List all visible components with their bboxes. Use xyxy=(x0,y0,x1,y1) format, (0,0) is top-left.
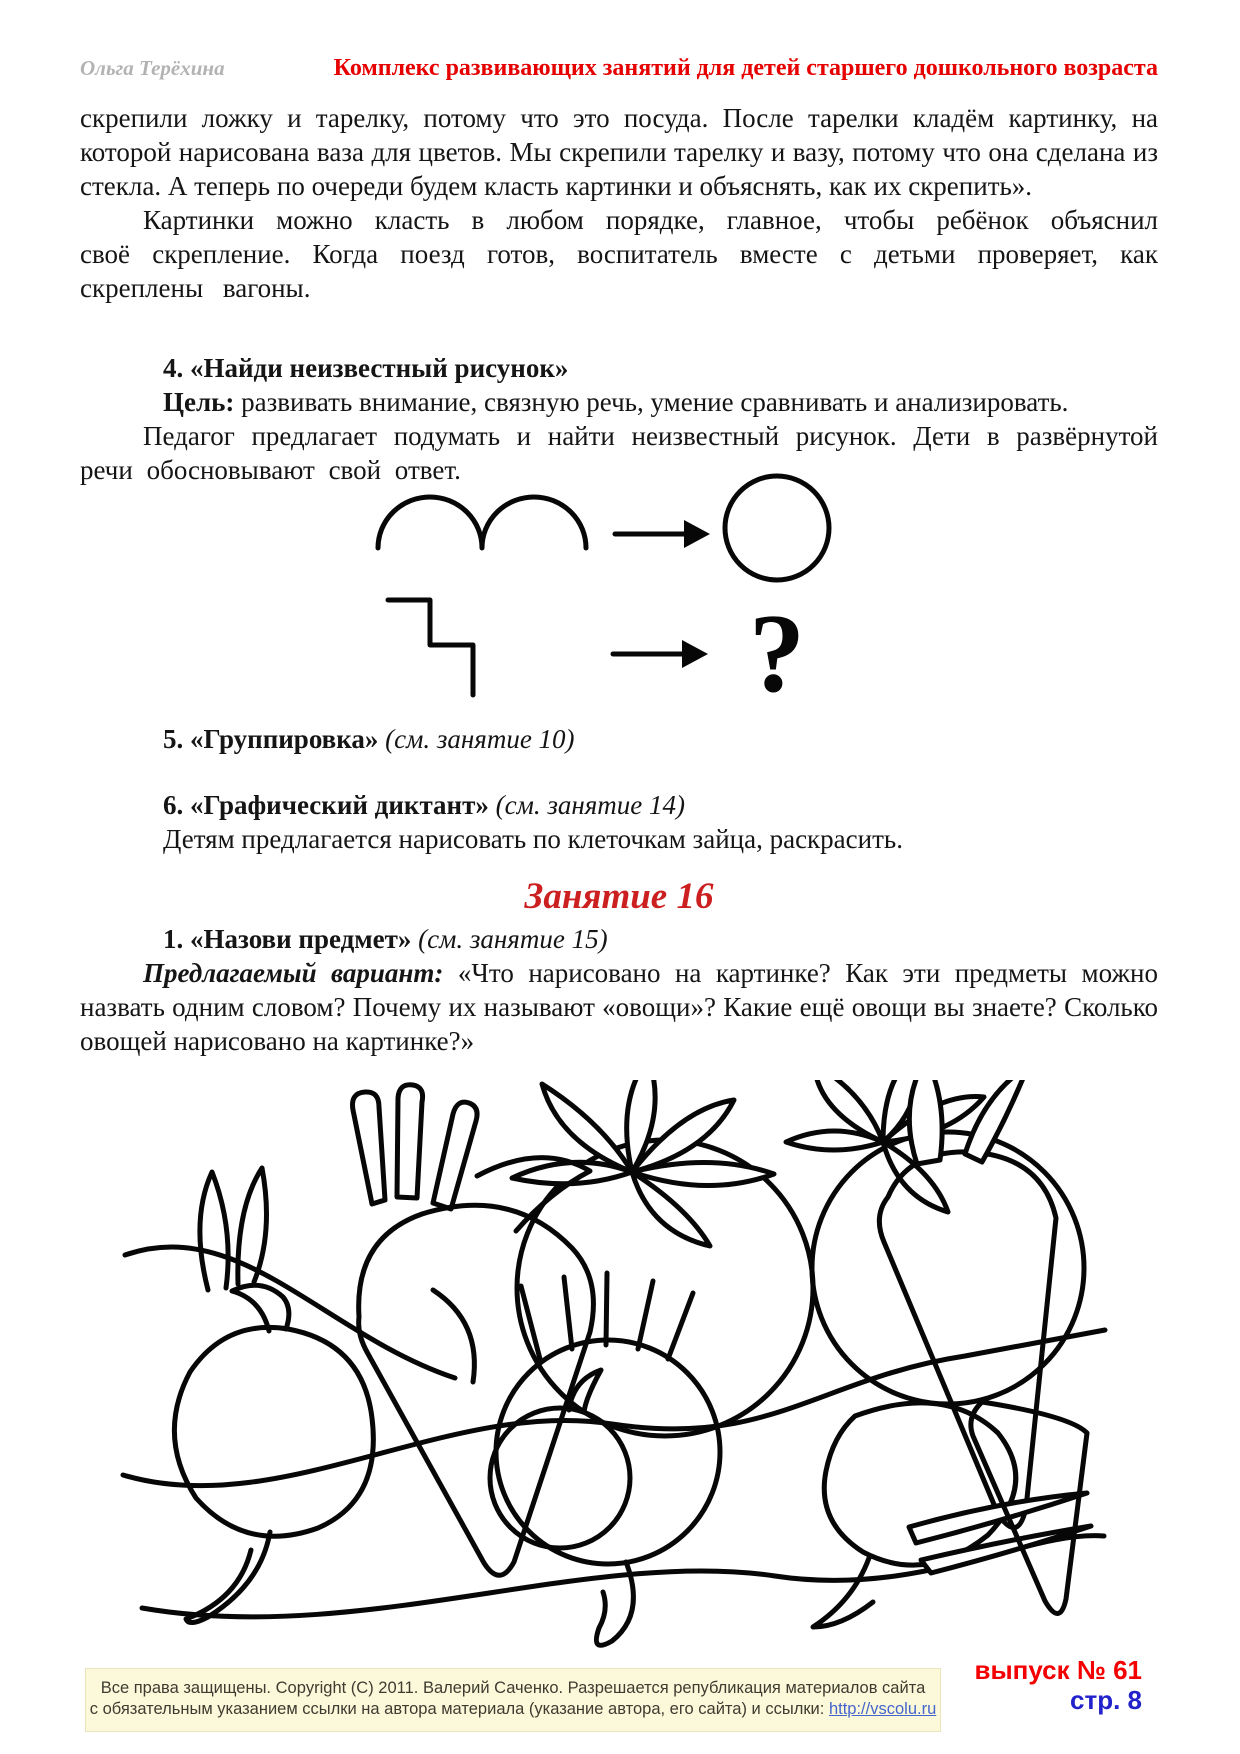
copyright-footer xyxy=(85,1668,941,1732)
circle-shape xyxy=(725,476,829,580)
document-title: Комплекс развивающих занятий для детей старшего дошкольного возраста xyxy=(333,55,1158,81)
author-name: Ольга Терёхина xyxy=(80,56,225,80)
section6-body: Детям предлагается нарисовать по клеточкам зайца, раскрасить. xyxy=(163,824,903,854)
radish-tail-outline xyxy=(813,1558,873,1627)
variant-label: Предлагаемый вариант: xyxy=(143,958,444,988)
tangle-curve xyxy=(433,1290,474,1382)
section5-ref: (см. занятие 10) xyxy=(385,724,575,754)
shapes-puzzle-figure xyxy=(340,467,810,716)
lesson16-item1-text: 1. «Назови предмет» xyxy=(163,924,412,954)
paragraph-train-game: скрепили ложку и тарелку, потому что это посуда. После тарелки кладём картинку, на которой нарисована ваза для цветов. Мы скрепили тарелку и вазу, потому что она сделана из стекла. А теперь по очереди будем класть картинки и объяснять, как их скрепить». xyxy=(80,103,1158,201)
section4-body: Педагог предлагает подумать и найти неизвестный рисунок. Дети в развёрнутой речи обосновывают свой ответ. xyxy=(80,421,1158,485)
issue-number: выпуск № 61 xyxy=(974,1655,1142,1685)
lesson16-item1-heading xyxy=(163,922,1158,956)
onion-sprout-outline xyxy=(232,1285,289,1331)
page-header xyxy=(80,55,1158,82)
tomato-calyx-outline xyxy=(512,1080,774,1246)
unknown-picture-figure xyxy=(340,467,810,716)
section4-heading xyxy=(163,351,1158,385)
tangle-curve xyxy=(142,1536,1104,1617)
arrow-icon xyxy=(615,520,710,548)
section6-heading-text: 6. «Графический диктант» xyxy=(163,790,489,820)
lesson16-item1-ref: (см. занятие 15) xyxy=(418,924,608,954)
staircase-shape xyxy=(388,600,473,695)
vegetables-lineart xyxy=(120,1080,1110,1650)
copyright-line2: с обязательным указанием ссылки на автора материала (указание автора, его сайта) и ссылки: http://vscolu.ru xyxy=(89,1700,937,1718)
section5-heading-text: 5. «Группировка» xyxy=(163,724,379,754)
lesson16-title: Занятие 16 xyxy=(524,876,714,917)
tomato-calyx-outline xyxy=(786,1080,984,1212)
beet-leaf-stalks xyxy=(521,1273,693,1359)
leaf-blade-outline xyxy=(200,1172,228,1290)
goal-label: Цель: xyxy=(163,387,235,417)
carrot-outline xyxy=(879,1152,1056,1528)
onion-root-outline xyxy=(186,1532,270,1623)
lesson16-variant xyxy=(80,956,1158,1058)
section6-heading xyxy=(163,788,1158,822)
section6-ref: (см. занятие 14) xyxy=(495,790,686,820)
carrot-leaves-outline xyxy=(397,1085,423,1198)
copyright-line1: Все права защищены. Copyright (C) 2011. Валерий Саченко. Разрешается републикация материалов сайта xyxy=(100,1679,926,1697)
variant-text: «Что нарисовано на картинке? Как эти предметы можно назвать одним словом? Почему их называют «овощи»? Какие ещё овощи вы знаете? Сколько овощей нарисовано на картинке?» xyxy=(80,958,1159,1056)
page-content xyxy=(80,55,1158,1650)
carrot-leaves-outline xyxy=(909,1080,942,1164)
carrot-leaves-outline xyxy=(353,1092,386,1204)
section4-heading-text: 4. «Найди неизвестный рисунок» xyxy=(163,353,569,383)
double-arc-shape xyxy=(378,497,586,548)
onion-outline xyxy=(174,1327,373,1536)
issue-page-block xyxy=(974,1655,1142,1715)
paragraph-train-game-2: Картинки можно класть в любом порядке, главное, чтобы ребёнок объяснил своё скрепление. Когда поезд готов, воспитатель вместе с детьми проверяет, как скреплены вагоны. xyxy=(80,205,1158,303)
goal-text: развивать внимание, связную речь, умение сравнивать и анализировать. xyxy=(241,387,1069,417)
carrot-leaves-outline xyxy=(433,1102,477,1209)
site-link[interactable]: http://vscolu.ru xyxy=(828,1700,937,1718)
section5-heading xyxy=(163,722,1158,756)
vegetables-puzzle-figure xyxy=(120,1080,1110,1650)
question-mark: ? xyxy=(749,592,805,716)
arrow-icon xyxy=(613,640,708,668)
section4-goal xyxy=(163,385,1158,419)
page-number: стр. 8 xyxy=(1070,1685,1142,1715)
